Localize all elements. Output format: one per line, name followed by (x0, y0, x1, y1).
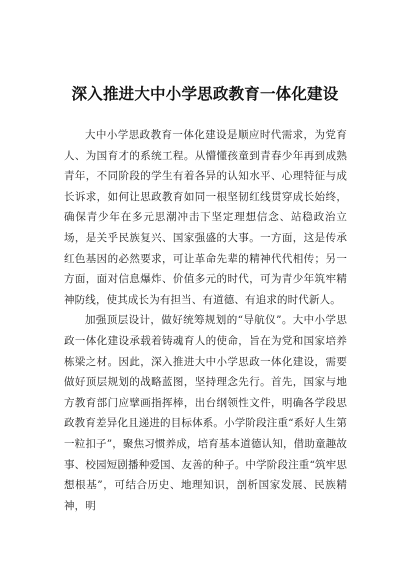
document-title: 深入推进大中小学思政教育一体化建设 (71, 85, 339, 103)
paragraph-top-level-design: 加强顶层设计，做好统筹规划的“导航仪”。大中小学思政一体化建设承载着铸魂育人的使命，旨在为党和国家培养栋梁之材。因此，深入推进大中小学思政一体化建设，需要做好顶层规划的战略蓝图，坚持理念先行。首先，国家与地方教育部门应擘画指挥棒，出台纲领性文件，明确各学段思政教育差异化且递进的目标体系。小学阶段注重“系好人生第一粒扣子”，聚焦习惯养成，培育基本道德认知，借助童趣故事、校园短剧播种爱国、友善的种子。中学阶段注重“筑牢思想根基”，可结合历史、地理知识，剖析国家发展、民族精神，明 (64, 314, 347, 512)
document-body (64, 125, 347, 516)
paragraph-intro: 大中小学思政教育一体化建设是顺应时代需求，为党育人、为国育才的系统工程。从懵懂孩童到青春少年再到成熟青年，不同阶段的学生有着各异的认知水平、心理特征与成长诉求，如何让思政教育如同一根坚韧红线贯穿成长始终，确保青少年在多元思潮冲击下坚定理想信念、站稳政治立场，是关乎民族复兴、国家强盛的大事。一方面，这是传承红色基因的必然要求，可让革命先辈的精神代代相传；另一方面，面对信息爆炸、价值多元的时代，可为青少年筑牢精神防线，使其成长为有担当、有道德、有追求的时代新人。 (64, 129, 347, 306)
